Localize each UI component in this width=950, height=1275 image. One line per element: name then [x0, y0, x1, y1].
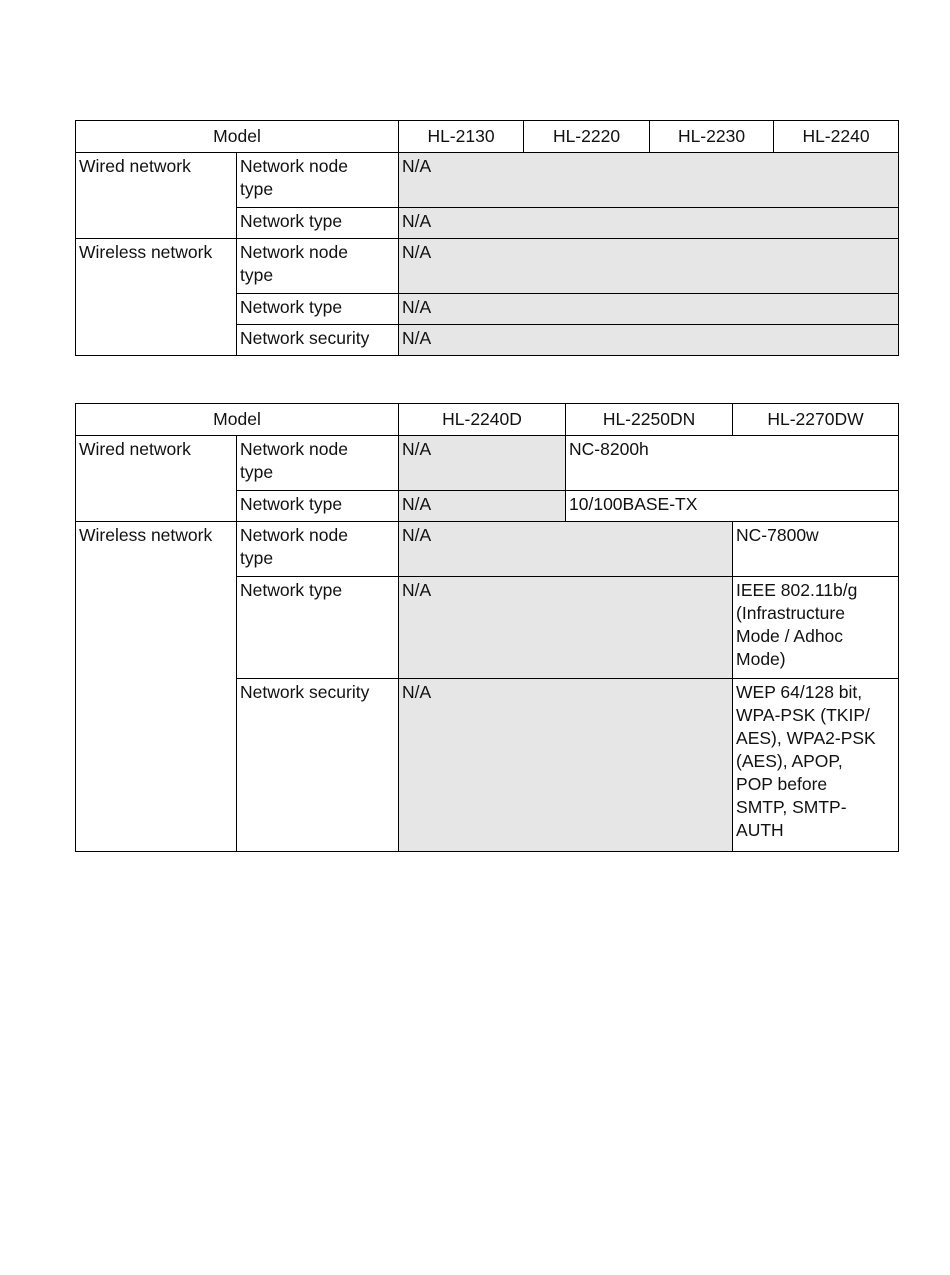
wired-network-label: Wired network [76, 436, 237, 522]
wireless-network-label: Wireless network [76, 239, 237, 356]
wireless-network-label: Wireless network [76, 522, 237, 852]
network-node-type-label: Network node type [237, 522, 399, 577]
value-cell: NC-8200h [566, 436, 899, 491]
table-row [76, 522, 899, 577]
network-security-label: Network security [237, 679, 399, 852]
table-header-row [76, 404, 899, 436]
network-node-type-label: Network node type [237, 153, 399, 208]
model-col-header: HL-2220 [524, 121, 650, 153]
table-row [76, 153, 899, 208]
network-type-label: Network type [237, 577, 399, 679]
value-cell: N/A [399, 294, 899, 325]
value-cell: WEP 64/128 bit, WPA-PSK (TKIP/ AES), WPA2-PSK (AES), APOP, POP before SMTP, SMTP- AUTH [733, 679, 899, 852]
value-cell: N/A [399, 153, 899, 208]
value-cell: N/A [399, 239, 899, 294]
network-node-type-label: Network node type [237, 436, 399, 491]
table-row [76, 239, 899, 294]
value-cell: N/A [399, 208, 899, 239]
table-row [76, 436, 899, 491]
value-cell: N/A [399, 436, 566, 491]
model-header: Model [76, 121, 399, 153]
model-header: Model [76, 404, 399, 436]
value-cell: N/A [399, 491, 566, 522]
spec-table-hl2130-2240 [75, 120, 899, 356]
network-type-label: Network type [237, 491, 399, 522]
value-cell: N/A [399, 679, 733, 852]
network-security-label: Network security [237, 325, 399, 356]
network-type-label: Network type [237, 208, 399, 239]
value-cell: 10/100BASE-TX [566, 491, 899, 522]
network-type-label: Network type [237, 294, 399, 325]
model-col-header: HL-2240 [774, 121, 899, 153]
value-cell: N/A [399, 577, 733, 679]
value-cell: IEEE 802.11b/g (Infrastructure Mode / Adhoc Mode) [733, 577, 899, 679]
value-cell: N/A [399, 325, 899, 356]
model-col-header: HL-2240D [399, 404, 566, 436]
model-col-header: HL-2230 [650, 121, 774, 153]
table-header-row [76, 121, 899, 153]
value-cell: N/A [399, 522, 733, 577]
network-node-type-label: Network node type [237, 239, 399, 294]
spec-table-hl2240d-2270dw [75, 403, 899, 852]
model-col-header: HL-2130 [399, 121, 524, 153]
value-cell: NC-7800w [733, 522, 899, 577]
wired-network-label: Wired network [76, 153, 237, 239]
model-col-header: HL-2270DW [733, 404, 899, 436]
model-col-header: HL-2250DN [566, 404, 733, 436]
